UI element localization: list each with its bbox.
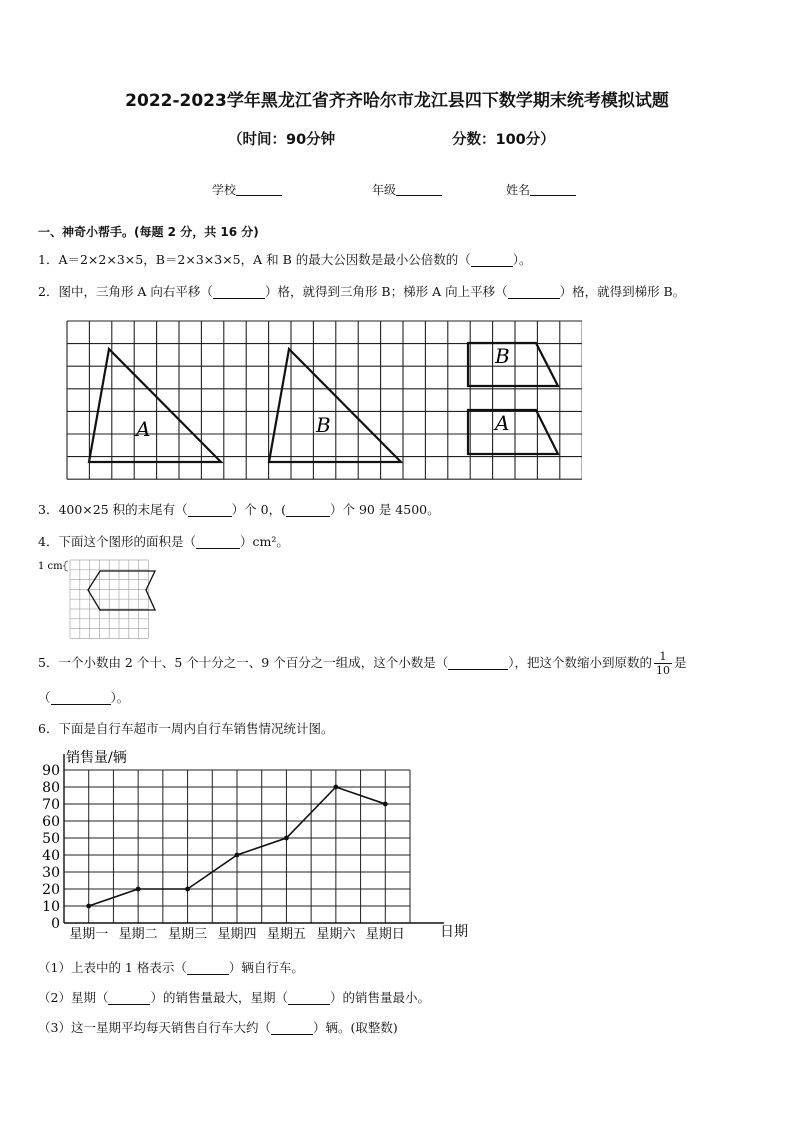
exam-time: （时间：90分钟 [228,132,336,148]
q2-translation-grid [64,318,582,486]
name-field[interactable] [506,181,576,198]
question-5-line-2 [38,688,129,706]
q2-text-a: 2．图中，三角形 A 向右平移（ [38,284,213,299]
q6-3-text-b: ）辆。(取整数) [312,1020,398,1035]
chart-y-ticks [42,763,60,932]
question-4 [38,532,289,550]
y-tick-label: 20 [42,882,60,898]
q5-blank-2[interactable] [51,691,111,705]
q6-1-text-b: ）辆自行车。 [228,960,304,975]
label-triangle-a: A [136,417,151,441]
q6-2-text-b: ）的销售量最大，星期（ [150,990,288,1005]
y-tick-label: 60 [42,814,60,830]
q1-text: 1．A＝2×2×3×5，B＝2×3×3×5，A 和 B 的最大公因数是最小公倍数的（ [38,252,471,267]
question-6: 6．下面是自行车超市一周内自行车销售情况统计图。 [38,721,334,736]
y-tick-label: 80 [42,780,60,796]
q6-2-blank-1[interactable] [108,991,150,1005]
chart-grid [64,754,444,923]
q3-blank-1[interactable] [188,503,232,517]
x-tick-label: 星期二 [118,927,158,942]
q2-text-b: ）格，就得到三角形 B；梯形 A 向上平移（ [264,284,508,299]
x-tick-label: 星期三 [168,927,208,942]
data-point [86,904,91,909]
q4-blank[interactable] [196,535,240,549]
trapezoid-b [468,343,558,386]
data-point [185,887,190,892]
question-2 [38,282,685,300]
question-6-2 [38,988,430,1006]
fraction-denominator: 10 [655,664,670,677]
y-tick-label: 90 [42,763,60,779]
data-point [284,836,289,841]
q4-unit: ）cm²。 [239,534,289,549]
data-point [383,802,388,807]
q2-blank-2[interactable] [508,285,560,299]
label-triangle-b: B [316,413,331,437]
fraction-numerator: 1 [654,650,672,664]
q5-text-b: ），把这个数缩小到原数的 [508,655,652,670]
q6-2-text-c: ）的销售量最小。 [329,990,430,1005]
x-tick-label: 星期五 [266,927,306,942]
q4-text: 4．下面这个图形的面积是（ [38,534,196,549]
q3-blank-2[interactable] [286,503,330,517]
x-tick-label: 星期六 [316,927,356,942]
grade-label: 年级 [372,183,397,197]
scale-label: 1 cm [38,561,63,572]
chart-y-label: 销售量/辆 [66,750,127,766]
q3-text-a: 3．400×25 积的末尾有（ [38,502,188,517]
y-tick-label: 40 [42,848,60,864]
question-1 [38,250,532,268]
q5-blank-1[interactable] [448,656,508,670]
q4-shape [88,571,155,610]
question-5 [38,650,687,677]
q5-text-c: 是 [673,655,687,670]
chart-x-label: 日期 [440,924,468,940]
x-tick-label: 星期日 [365,927,405,942]
school-label: 学校 [212,183,237,197]
x-tick-label: 星期四 [217,927,257,942]
y-tick-label: 30 [42,865,60,881]
q5-text: 5．一个小数由 2 个十、5 个十分之一、9 个百分之一组成，这个小数是（ [38,655,449,670]
grade-line [396,183,442,196]
trapezoid-a [468,410,558,454]
y-tick-label: 70 [42,797,60,813]
q6-3-text-a: （3）这一星期平均每天销售自行车大约（ [38,1020,271,1035]
q3-text-b: ）个 0，( [231,502,286,517]
grid-lines [70,560,148,638]
data-point [235,853,240,858]
scale-brace [63,561,68,571]
y-tick-label: 50 [42,831,60,847]
q3-text-c: ）个 90 是 4500。 [329,502,440,517]
chart-x-ticks [69,927,405,942]
q2-text-c: ）格，就得到梯形 B。 [559,284,686,299]
q2-blank-1[interactable] [213,285,265,299]
data-point [136,887,141,892]
question-3 [38,500,440,518]
q6-3-blank[interactable] [271,1021,313,1035]
q1-blank[interactable] [471,253,513,267]
q6-2-text-a: （2）星期（ [38,990,109,1005]
label-trapezoid-b: B [495,344,510,368]
q5-line2-close: ）。 [110,690,130,705]
exam-score: 分数：100分） [452,132,555,148]
q5-line2-open: （ [38,690,51,705]
question-6-3 [38,1018,398,1036]
data-point [333,785,338,790]
section-heading: 一、神奇小帮手。(每题 2 分，共 16 分) [38,225,259,239]
y-tick-label: 10 [42,899,60,915]
y-tick-label: 0 [51,916,60,932]
page-title: 2022-2023学年黑龙江省齐齐哈尔市龙江县四下数学期末统考模拟试题 [125,91,669,111]
q4-area-figure [36,558,186,640]
name-label: 姓名 [506,183,531,197]
school-field[interactable] [212,181,282,198]
name-line [530,183,576,196]
fraction-one-tenth [654,650,672,677]
q6-2-blank-2[interactable] [288,991,330,1005]
grade-field[interactable] [372,181,442,198]
question-6-1 [38,958,304,976]
label-trapezoid-a: A [495,411,510,435]
sales-line-chart [30,742,480,942]
q6-1-blank[interactable] [187,961,229,975]
x-tick-label: 星期一 [69,927,109,942]
q6-1-text-a: （1）上表中的 1 格表示（ [38,960,187,975]
school-line [236,183,282,196]
q1-end: ）。 [512,252,532,267]
